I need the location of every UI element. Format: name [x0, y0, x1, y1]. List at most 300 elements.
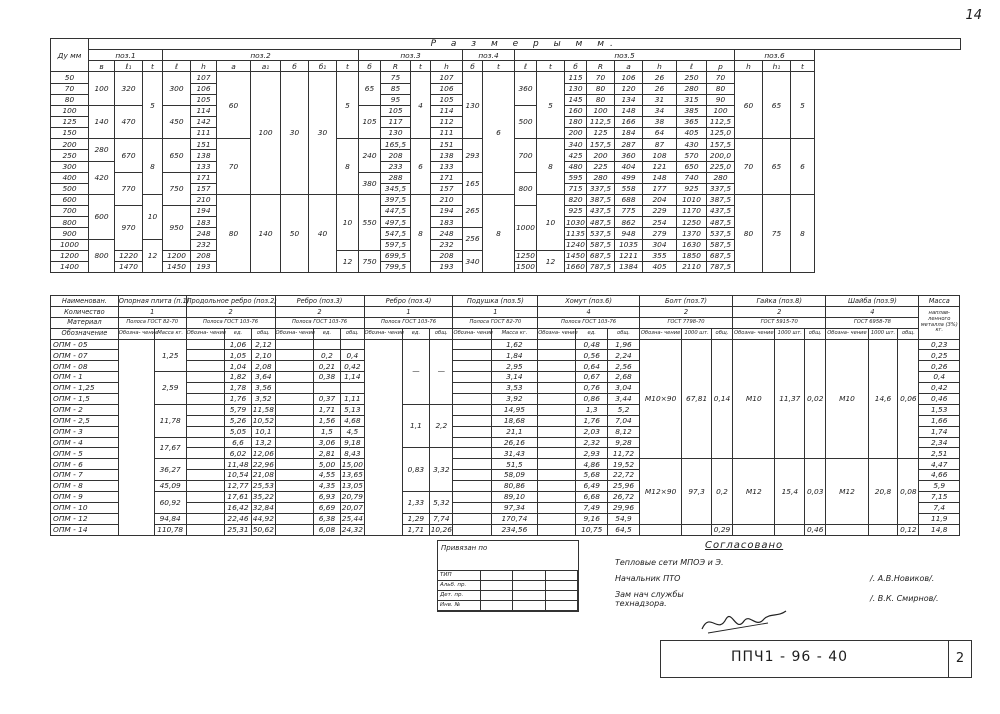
p4-mass-unit: 1,71	[402, 524, 430, 535]
p6-h1: 65	[763, 72, 791, 139]
sheet-number: 2	[948, 641, 971, 677]
p2-mass-unit: 1,82	[224, 372, 252, 383]
p3-desig	[275, 448, 313, 459]
p3-h: 171	[431, 172, 463, 183]
weld-metal-mass: 1,74	[919, 426, 960, 437]
p6-mass-total: 5,2	[608, 404, 640, 415]
p6-mass-total: 54,9	[608, 513, 640, 524]
p2-h: 157	[191, 183, 217, 194]
p4-mass-total: 3,32	[430, 448, 453, 492]
p5-desig	[453, 502, 491, 513]
p6-mass-total: 25,96	[608, 481, 640, 492]
p5-l: 360	[515, 72, 537, 105]
p3-R: 165,5	[381, 139, 411, 150]
designation: ОПМ - 14	[51, 524, 119, 535]
p5-h: 64	[643, 128, 677, 139]
p3-mass-unit: 1,56	[313, 415, 341, 426]
weld-metal-mass: 0,42	[919, 383, 960, 394]
p6-mass-unit: 10,75	[576, 524, 608, 535]
p6-h: 70	[735, 139, 763, 195]
p2-desig	[186, 470, 224, 481]
dimension-symbol: R	[587, 61, 615, 72]
p2-mass-total: 35,22	[252, 492, 274, 502]
p5-desig	[453, 339, 491, 350]
p6-desig	[538, 350, 576, 361]
p6-mass-total: 64,5	[608, 524, 640, 535]
p3-R: 699,5	[381, 250, 411, 261]
p1-l1: 320	[115, 72, 143, 105]
table-row	[51, 459, 960, 470]
p2-h: 105	[191, 94, 217, 105]
p1-b: 420	[89, 161, 115, 194]
p5-a: 1211	[615, 250, 643, 261]
p5-h: 121	[643, 161, 677, 172]
p5-desig	[453, 437, 491, 448]
weld-metal-mass: 11,9	[919, 513, 960, 524]
stamp-cell	[545, 571, 577, 581]
p3-h: 183	[431, 217, 463, 228]
p6-mass-unit: 0,56	[576, 350, 608, 361]
table-row	[51, 72, 961, 83]
p5-b: 820	[565, 194, 587, 205]
p3-mass-total: 20,79	[341, 492, 363, 502]
material-value: Полоса ГОСТ 103-76	[538, 317, 640, 328]
p5-p: 537,5	[707, 228, 735, 239]
stamp-label: Инв. №	[438, 601, 481, 611]
p5-b: 425	[565, 150, 587, 161]
p2-mass-total: 10,1	[252, 426, 275, 437]
p3-b: 380	[359, 172, 381, 194]
designation: ОПМ - 6	[51, 459, 119, 470]
p6-h: 80	[735, 194, 763, 272]
p5-b: 145	[565, 94, 587, 105]
p2-mass-total: 2,12	[252, 339, 275, 350]
p1-l1: 770	[115, 172, 143, 205]
dimension-symbol: t	[143, 61, 163, 72]
p5-l2: 385	[677, 105, 707, 116]
p6-desig	[538, 481, 576, 492]
dy-value: 1000	[51, 239, 89, 250]
p1-mass: 2,59	[154, 372, 186, 405]
material-label: Материал	[51, 317, 119, 328]
p6-t: 5	[791, 72, 815, 139]
designation: ОПМ - 4	[51, 437, 119, 448]
p5-desig	[453, 372, 491, 383]
p5-R: 337,5	[587, 183, 615, 194]
designation: ОПМ - 10	[51, 502, 119, 513]
p5-desig	[453, 394, 491, 405]
p5-l: 1500	[516, 262, 535, 272]
p3-h: 193	[431, 261, 463, 272]
p2-desig	[186, 502, 224, 513]
stamp-header: Привязан по	[441, 544, 488, 552]
p2-desig	[186, 394, 224, 405]
p3-desig	[275, 492, 313, 503]
washer-mass-total: 0,12	[898, 524, 919, 535]
dimension-symbol: a₁	[251, 61, 281, 72]
p5-h: 38	[643, 116, 677, 127]
p5-b: 130	[565, 83, 587, 94]
stamp-cell	[545, 601, 577, 611]
p2-mass-total: 50,62	[252, 524, 274, 534]
p2-h: 138	[191, 150, 217, 161]
stamp-label: Дет. пр.	[438, 591, 481, 601]
dimensions-table	[50, 38, 961, 273]
position-header: поз.2	[163, 50, 359, 61]
qty-value: 2	[639, 306, 732, 317]
washer-mass-total: 0,08	[898, 459, 919, 524]
p3-desig	[275, 372, 313, 383]
sub-header: Обозна- чение	[118, 328, 154, 339]
p3-mass-total: 1,14	[341, 372, 364, 383]
nut-mass-1000	[775, 524, 805, 535]
p5-h: 405	[643, 261, 677, 272]
p6-mass-unit: 7,49	[576, 502, 608, 513]
p2-h: 151	[191, 139, 217, 150]
table-row	[438, 571, 578, 581]
p3-h: 105	[431, 94, 463, 105]
p5-p: 787,5	[707, 261, 735, 272]
p5-p: 90	[707, 94, 735, 105]
p5-t: 12	[537, 250, 565, 272]
p3-desig	[275, 350, 313, 361]
p5-l2: 365	[677, 116, 707, 127]
p5-l: 500	[515, 105, 537, 138]
designation: ОПМ - 07	[51, 350, 119, 361]
p3-desig	[275, 361, 313, 372]
weld-metal-mass: 0,4	[919, 372, 960, 383]
sub-header: 1000 шт.	[775, 328, 805, 339]
p5-h: 26	[643, 72, 677, 83]
p2-mass-total: 2,08	[252, 361, 275, 372]
p3-h: 194	[431, 206, 463, 217]
washer-mass-1000: 14,6	[868, 339, 898, 459]
nut-designation: М12	[733, 459, 775, 524]
dimension-symbol: в	[89, 61, 115, 72]
p5-b: 115	[565, 72, 587, 83]
p3-mass-unit: 6,69	[313, 502, 341, 513]
p2-desig	[186, 459, 224, 470]
p3-h: 111	[431, 128, 463, 139]
mass-table	[50, 295, 960, 536]
p6-t: 6	[791, 139, 815, 195]
dimension-symbol: h	[735, 61, 763, 72]
dy-value: 1400	[51, 261, 89, 272]
p5-R: 70	[587, 72, 615, 83]
p3-R: 105	[381, 105, 411, 116]
p2-mass-total: 12,06	[252, 448, 274, 458]
p3-h: 157	[431, 183, 463, 194]
p5-l2: 1850	[677, 250, 707, 261]
p2-h: 232	[191, 239, 217, 250]
p4-mass-total: 2,2	[430, 404, 453, 448]
p2-h: 193	[191, 261, 217, 272]
p6-mass-total: 2,56	[608, 361, 640, 372]
extra-mass-header: наплав- ленного металла (3%) кг.	[919, 306, 960, 339]
p2-mass-unit: 1,04	[224, 361, 252, 372]
p5-desig	[453, 404, 491, 415]
dimension-symbol: б	[281, 61, 309, 72]
designation: ОПМ - 12	[51, 513, 119, 524]
col-title: Продольное ребро (поз.2)	[186, 296, 277, 305]
p1-l1: 970	[115, 206, 143, 251]
p5-a: 360	[615, 150, 643, 161]
p6-desig	[538, 470, 576, 481]
material-value: ГОСТ 6958-78	[826, 317, 919, 328]
p2-mass-total: 3,56	[252, 383, 275, 394]
document-code: ППЧ1 - 96 - 40	[731, 649, 849, 665]
p5-a: 287	[615, 139, 643, 150]
p3-mass-total	[341, 383, 364, 394]
p5-p: 437,5	[707, 206, 735, 217]
p6-mass-unit: 6,49	[576, 481, 608, 492]
p6-mass-unit: 2,03	[576, 426, 608, 437]
p5-R: 125	[587, 128, 615, 139]
p2-desig	[186, 481, 224, 492]
dy-value: 70	[51, 83, 89, 94]
dy-value: 125	[51, 116, 89, 127]
p3-desig	[275, 426, 313, 437]
p3-mass-unit: 3,06	[313, 437, 341, 448]
p3-b: 750	[359, 250, 381, 272]
dims-title: Р а з м е р ы м м.	[89, 39, 961, 50]
p3-h: 210	[431, 194, 463, 205]
sub-header: Обозна- чение	[538, 328, 576, 339]
p4-mass-unit: 0,83	[402, 448, 430, 492]
p6-mass-unit: 0,48	[576, 339, 608, 350]
p2-a1: 140	[251, 194, 281, 272]
p5-b: 1135	[566, 228, 585, 238]
weld-metal-mass: 0,26	[919, 361, 960, 372]
position-header: поз.3	[359, 50, 463, 61]
p6-desig	[538, 361, 576, 372]
p6-desig	[538, 339, 576, 350]
p6-desig	[538, 492, 576, 503]
p5-p: 487,5	[707, 217, 735, 228]
p5-l2: 430	[677, 139, 707, 150]
p1-l1: 470	[115, 105, 143, 138]
p5-R: 200	[587, 150, 615, 161]
col-title: Опорная плита (п.1)	[118, 296, 190, 305]
table-row	[51, 524, 960, 535]
p3-R: 130	[381, 128, 411, 139]
p5-a: 106	[615, 72, 643, 83]
p3-mass-total: 13,05	[341, 481, 363, 491]
designation: ОПМ - 2,5	[51, 415, 119, 426]
p3-mass-total	[341, 339, 364, 350]
p4-mass-unit: 1,33	[402, 492, 430, 514]
weld-metal-mass: 14,8	[919, 524, 960, 535]
p5-l2: 1370	[677, 228, 707, 239]
washer-designation: М12	[826, 459, 868, 524]
p5-desig	[453, 383, 491, 394]
p2-mass-unit: 5,05	[224, 426, 252, 437]
p5-desig	[453, 426, 491, 437]
p5-h: 355	[643, 250, 677, 261]
p6-mass-total: 3,04	[608, 383, 640, 394]
sub-header: ед.	[576, 328, 608, 339]
binding-stamp	[437, 540, 579, 612]
designation: ОПМ - 05	[51, 339, 119, 350]
p5-b: 480	[565, 161, 587, 172]
material-value: Полоса ГОСТ 103-76	[364, 317, 453, 328]
qty-label: Количество	[51, 306, 119, 317]
p3-desig	[275, 513, 313, 524]
p1-mass: 94,84	[154, 513, 186, 524]
p2-mass-unit: 16,42	[224, 502, 252, 513]
p5-b: 1660	[566, 262, 585, 272]
p5-desig	[453, 459, 491, 470]
p4-t: 6	[483, 72, 515, 195]
table-row	[51, 50, 961, 61]
p5-b: 340	[565, 139, 587, 150]
p3-mass-total: 5,13	[341, 404, 364, 415]
table-row	[438, 591, 578, 601]
p3-mass-unit: 5,00	[313, 459, 341, 470]
p3-t: 4	[411, 72, 431, 139]
qty-value: 4	[826, 306, 919, 317]
p2-mass-unit: 5,26	[224, 415, 252, 426]
p2-a: 60	[217, 72, 251, 139]
p5-mass: 80,86	[491, 481, 538, 492]
p3-mass-unit: 1,5	[313, 426, 341, 437]
p2-h: 106	[191, 83, 217, 94]
dimension-symbol: б₁	[309, 61, 337, 72]
p2-desig	[186, 426, 224, 437]
p6-mass-unit: 2,93	[576, 448, 608, 459]
p4-mass-unit: 1,1	[402, 404, 430, 448]
p2-mass-unit: 17,61	[224, 492, 252, 503]
p2-l: 300	[163, 72, 191, 105]
p4-mass-unit: —	[402, 339, 430, 404]
p2-mass-unit: 5,79	[224, 404, 252, 415]
dy-value: 80	[51, 94, 89, 105]
p3-R: 208	[381, 150, 411, 161]
col-title: Болт (поз.7)	[639, 296, 732, 307]
p5-R: 80	[587, 94, 615, 105]
p2-b: 30	[281, 72, 309, 195]
stamp-label: ТИП	[438, 571, 481, 581]
bolt-mass-1000: 67,81	[682, 339, 712, 459]
p3-desig	[275, 459, 313, 470]
p5-p: 125,0	[707, 128, 735, 139]
p6-desig	[538, 394, 576, 405]
stamp-cell	[481, 591, 513, 601]
p2-a1: 100	[251, 72, 281, 195]
sub-header: общ.	[898, 328, 919, 339]
p2-a: 70	[217, 139, 251, 195]
p4-b: 256	[463, 228, 483, 250]
p5-a: 1035	[615, 239, 643, 250]
p2-desig	[186, 524, 224, 535]
dy-value: 250	[51, 150, 89, 161]
p3-b: 550	[359, 194, 381, 250]
stamp-cell	[513, 571, 545, 581]
p4-mass-total: 10,26	[430, 524, 452, 534]
qty-value: 2	[275, 306, 364, 317]
p2-desig	[186, 339, 224, 350]
p2-mass-unit: 22,46	[224, 513, 252, 524]
p6-desig	[538, 513, 576, 524]
sub-header: общ.	[430, 328, 453, 339]
p3-mass-unit: 2,81	[313, 448, 341, 459]
p5-b: 1240	[566, 239, 585, 249]
p5-mass: 58,09	[491, 470, 538, 481]
p3-h: 248	[431, 228, 463, 239]
designation: ОПМ - 3	[51, 426, 119, 437]
p5-l2: 570	[677, 150, 707, 161]
p3-h: 114	[431, 105, 463, 116]
p2-b1: 40	[309, 194, 337, 272]
p3-mass-total: 0,4	[341, 350, 364, 361]
p2-mass-unit: 6,02	[224, 448, 252, 459]
p6-mass-total: 11,72	[608, 448, 640, 459]
p3-mass-unit: 0,2	[313, 350, 341, 361]
p2-h: 194	[191, 206, 217, 217]
position-header: поз.5	[515, 50, 735, 61]
p4-mass-total: 7,74	[430, 513, 453, 524]
p3-mass-total: 9,18	[341, 437, 364, 448]
p5-p: 280	[707, 172, 735, 183]
p3-mass-unit: 4,55	[313, 470, 341, 481]
dy-value: 700	[51, 206, 89, 217]
dimension-symbol: ℓ	[677, 61, 707, 72]
designation: ОПМ - 9	[51, 492, 119, 503]
dy-value: 400	[51, 172, 89, 183]
p6-mass-total: 19,52	[608, 459, 640, 470]
p5-h: 26	[643, 83, 677, 94]
dimension-symbol: t	[791, 61, 815, 72]
p5-t: 8	[537, 139, 565, 195]
designation: ОПМ - 2	[51, 404, 119, 415]
table-row	[438, 601, 578, 611]
weld-metal-mass: 5,9	[919, 481, 960, 492]
p2-l: 950	[163, 206, 191, 251]
p2-t: 8	[337, 139, 359, 195]
sub-header: ед.	[313, 328, 341, 339]
p5-h: 254	[643, 217, 677, 228]
bolt-mass-total: 0,2	[711, 459, 732, 524]
p5-h: 279	[643, 228, 677, 239]
p5-b: 180	[565, 116, 587, 127]
p2-mass-unit: 11,48	[224, 459, 252, 470]
p3-t: 6	[411, 139, 431, 195]
p6-mass-unit: 9,16	[576, 513, 608, 524]
dimension-symbol: б	[565, 61, 587, 72]
p4-b: 265	[463, 194, 483, 227]
p2-desig	[186, 361, 224, 372]
p6-desig	[538, 415, 576, 426]
p5-t: 5	[537, 72, 565, 139]
p5-t: 10	[537, 194, 565, 250]
p5-a: 948	[615, 228, 643, 239]
page-number: 14	[965, 8, 982, 23]
p5-h: 304	[643, 239, 677, 250]
p5-l2: 1250	[677, 217, 707, 228]
p3-h: 112	[431, 116, 463, 127]
p1-b: 800	[89, 239, 115, 272]
p2-mass-total: 10,52	[252, 416, 274, 426]
p5-desig	[453, 361, 491, 372]
p5-desig	[453, 448, 491, 459]
p3-desig	[275, 481, 313, 492]
weld-metal-mass: 4,66	[919, 470, 960, 481]
p5-mass: 89,10	[491, 492, 538, 503]
p5-R: 80	[587, 83, 615, 94]
p5-h: 204	[643, 194, 677, 205]
p5-b: 160	[565, 105, 587, 116]
p2-mass-total: 44,92	[252, 514, 274, 524]
